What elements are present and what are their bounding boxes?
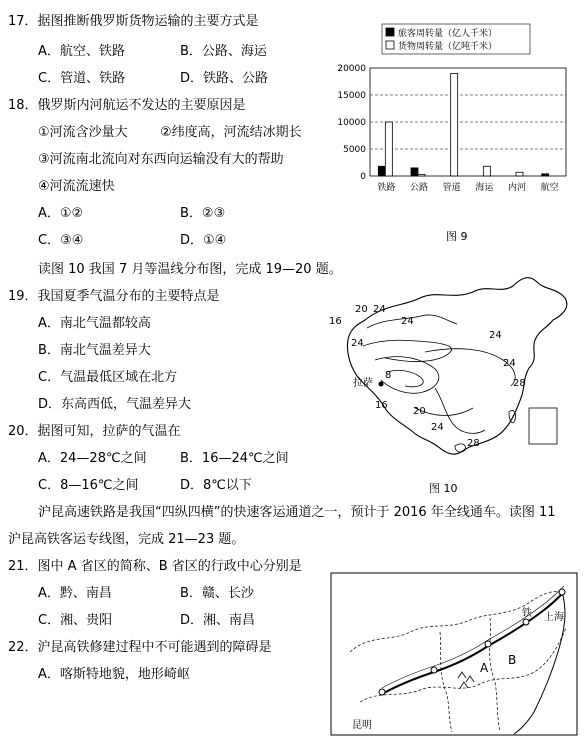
figure-9-caption: 图 9: [446, 230, 468, 242]
isotherm-label: 8: [385, 370, 392, 381]
intro-21-23-line1: 沪昆高速铁路是我国“四纵四横”的快速客运通道之一，预计于 2016 年全线通车。读图 11: [38, 505, 556, 520]
x-tick-label: 公路: [409, 183, 429, 193]
isotherm-label: 24: [351, 338, 364, 349]
bar-passenger: [411, 168, 418, 176]
bar-freight: [451, 73, 458, 176]
q18-statement-4: ④河流流速快: [38, 179, 115, 194]
bar-freight: [483, 166, 490, 176]
figure-9-bar-chart: [330, 22, 580, 242]
y-tick-label: 10000: [337, 118, 366, 128]
q18-stem: 18．俄罗斯内河航运不发达的主要原因是: [8, 98, 246, 113]
isotherm-label: 20: [413, 406, 426, 417]
shanghai-label: 上海: [544, 612, 564, 623]
province-boundary: [440, 632, 452, 732]
y-tick-label: 20000: [337, 64, 366, 74]
q18-statement-2: ②纬度高，河流结冰期长: [160, 125, 302, 140]
q21-option-d: D．湘、南昌: [180, 613, 256, 628]
x-tick-label: 海运: [475, 183, 494, 193]
y-tick-label: 0: [360, 172, 366, 182]
province-b-label: B: [508, 653, 517, 667]
q21-option-a: A．黔、南昌: [38, 586, 112, 601]
figure-11-railway-map: [330, 572, 578, 736]
chart-bars: [378, 73, 548, 176]
x-tick-label: 航空: [540, 183, 559, 193]
legend-label: 货物周转量（亿吨千米）: [398, 42, 498, 52]
bar-passenger: [378, 166, 385, 176]
rail-label: 铁: [522, 608, 532, 619]
legend-label: 旅客周转量（亿人千米）: [398, 29, 498, 39]
q19-stem: 19．我国夏季气温分布的主要特点是: [8, 289, 220, 304]
isotherm-label: 20: [355, 304, 368, 315]
isotherm-label: 24: [373, 304, 386, 315]
lhasa-label: 拉萨: [353, 378, 373, 389]
chart-legend: [382, 24, 530, 54]
q19-option-c: C．气温最低区域在北方: [38, 370, 178, 385]
q18-statement-3: ③河流南北流向对东西向运输没有大的帮助: [38, 152, 284, 167]
q19-option-a: A．南北气温都较高: [38, 316, 151, 331]
bar-freight: [418, 174, 425, 176]
q17-option-d: D．铁路、公路: [180, 71, 269, 86]
isotherm-label: 24: [503, 358, 516, 369]
high-speed-rail-outline: [382, 586, 564, 688]
q17-option-b: B．公路、海运: [180, 44, 267, 59]
q17-option-c: C．管道、铁路: [38, 71, 126, 86]
q20-option-c: C．8—16℃之间: [38, 478, 139, 493]
station-marker: [379, 689, 385, 695]
q21-stem: 21．图中 A 省区的简称、B 省区的行政中心分别是: [8, 559, 302, 574]
chart-x-ticks: [377, 181, 558, 193]
q17-option-a: A．航空、铁路: [38, 44, 125, 59]
isotherm-label: 16: [375, 400, 388, 411]
q21-option-b: B．赣、长沙: [180, 586, 254, 601]
isotherm-line: [363, 340, 452, 361]
q18-option-c: C．③④: [38, 233, 84, 248]
isotherm-label: 16: [329, 316, 342, 327]
south-sea-inset: [529, 408, 557, 444]
q18-option-d: D．①④: [180, 233, 227, 248]
q20-option-b: B．16—24℃之间: [180, 451, 289, 466]
q18-option-a: A．①②: [38, 206, 84, 221]
isotherm-label: 28: [513, 378, 526, 389]
q17-stem: 17．据图推断俄罗斯货物运输的主要方式是: [8, 14, 259, 29]
chart-grid: [370, 68, 566, 176]
x-tick-label: 内河: [507, 183, 527, 193]
figure-10-caption: 图 10: [429, 482, 458, 495]
y-tick-label: 15000: [337, 91, 366, 101]
figure-10-isotherm-map: [325, 268, 580, 496]
q20-option-d: D．8℃以下: [180, 478, 252, 493]
q19-option-d: D．东高西低，气温差异大: [38, 397, 192, 412]
province-a-label: A: [480, 661, 489, 675]
q20-option-a: A．24—28℃之间: [38, 451, 147, 466]
mountain-symbol: [458, 672, 474, 688]
bar-freight: [516, 172, 523, 176]
bar-freight: [385, 122, 392, 176]
q22-option-a: A．喀斯特地貌，地形崎岖: [38, 667, 190, 682]
province-boundary: [350, 591, 562, 652]
high-speed-rail-line: [382, 592, 564, 694]
province-boundary: [360, 628, 566, 702]
station-marker: [559, 589, 565, 595]
q21-option-c: C．湘、贵阳: [38, 613, 113, 628]
isotherm-line: [387, 370, 423, 386]
station-marker: [523, 619, 529, 625]
lhasa-marker: [379, 382, 384, 387]
intro-19-20: 读图 10 我国 7 月等温线分布图，完成 19—20 题。: [38, 262, 342, 277]
station-marker: [431, 667, 437, 673]
isotherm-label: 24: [431, 422, 444, 433]
y-tick-label: 5000: [343, 145, 366, 155]
station-marker: [485, 641, 491, 647]
legend-swatch: [386, 41, 394, 49]
isotherm-label: 24: [401, 316, 414, 327]
q22-stem: 22．沪昆高铁修建过程中不可能遇到的障碍是: [8, 640, 272, 655]
q18-statement-1: ①河流含沙量大: [38, 125, 128, 140]
province-boundary: [490, 618, 500, 732]
legend-swatch: [386, 28, 394, 36]
bar-passenger: [542, 174, 549, 176]
kunming-label: 昆明: [352, 720, 372, 731]
q19-option-b: B．南北气温差异大: [38, 343, 151, 358]
q18-option-b: B．②③: [180, 206, 226, 221]
x-tick-label: 管道: [442, 183, 461, 193]
chart-y-ticks: [337, 64, 366, 182]
q20-stem: 20．据图可知，拉萨的气温在: [8, 424, 181, 439]
isotherm-label: 28: [467, 438, 480, 449]
isotherm-label: 24: [489, 330, 502, 341]
hainan-island: [455, 444, 465, 452]
taiwan-island: [509, 410, 516, 422]
x-tick-label: 铁路: [377, 183, 396, 193]
map-frame: [331, 573, 577, 735]
intro-21-23-line2: 沪昆高铁客运专线图，完成 21—23 题。: [8, 532, 245, 547]
